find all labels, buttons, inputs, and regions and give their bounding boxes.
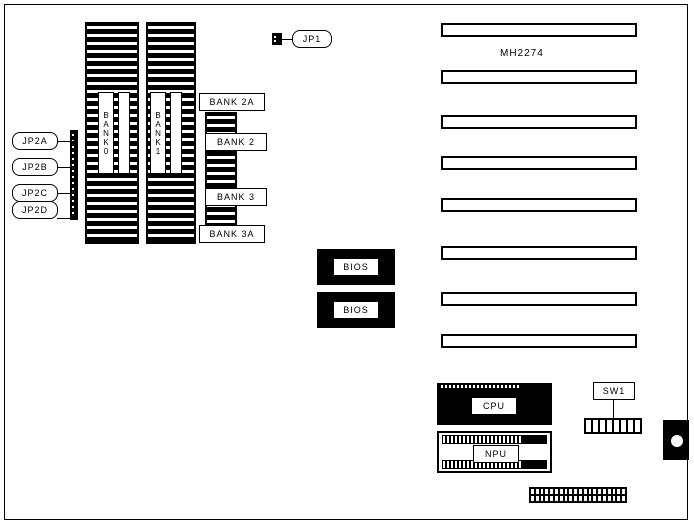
jp2b-label: JP2B	[22, 162, 48, 172]
bank1-letter-1: A	[155, 119, 161, 129]
bank0-letter-2: N	[103, 128, 109, 138]
header-row-bottom	[531, 496, 625, 501]
bank-3a-callout[interactable]	[199, 225, 265, 243]
npu-top-pins	[442, 435, 547, 444]
jp1-jumper[interactable]	[272, 33, 282, 45]
dip-switch-6[interactable]	[621, 420, 626, 432]
bank1-letter-2: N	[155, 128, 161, 138]
front-panel-header[interactable]	[529, 487, 627, 503]
bank0-letter-1: A	[103, 119, 109, 129]
simm-stack-mid	[205, 112, 237, 238]
bios-chip-2[interactable]	[317, 292, 395, 328]
expansion-slot-4[interactable]	[441, 156, 637, 170]
expansion-slot-3[interactable]	[441, 115, 637, 129]
jp2c-leader	[57, 193, 75, 194]
sw1-dip-switch[interactable]	[584, 418, 642, 434]
expansion-slot-8[interactable]	[441, 334, 637, 348]
expansion-slot-6[interactable]	[441, 246, 637, 260]
bank-0-spacer	[118, 92, 130, 174]
jp2a-label: JP2A	[22, 136, 48, 146]
jp2d-callout[interactable]	[12, 201, 58, 219]
expansion-slot-5[interactable]	[441, 198, 637, 212]
bank-2-label: BANK 2	[216, 137, 255, 147]
bios-chip-1-label: BIOS	[343, 262, 369, 272]
bank-1-label	[150, 92, 166, 174]
jp1-label: JP1	[302, 34, 322, 44]
bios-chip-2-label: BIOS	[343, 305, 369, 315]
bank0-letter-3: K	[103, 137, 109, 147]
cpu-body	[471, 397, 517, 415]
bank1-letter-0: B	[155, 110, 161, 120]
chipset-label: MH2274	[500, 48, 544, 59]
jp2b-callout[interactable]	[12, 158, 58, 176]
dip-switch-8[interactable]	[635, 420, 640, 432]
sw1-leader	[613, 400, 614, 418]
dip-switch-4[interactable]	[607, 420, 612, 432]
jp2c-callout[interactable]	[12, 184, 58, 202]
bank-2a-label: BANK 2A	[209, 97, 255, 107]
keyboard-connector[interactable]	[663, 420, 689, 460]
jp2a-leader	[57, 141, 75, 142]
bank-1-spacer	[170, 92, 182, 174]
cpu-socket[interactable]	[437, 383, 552, 425]
npu-body	[473, 445, 519, 463]
npu-socket[interactable]	[437, 431, 552, 473]
dip-switch-3[interactable]	[600, 420, 605, 432]
bank0-letter-0: B	[103, 110, 109, 120]
bank1-letter-4: 1	[155, 146, 161, 156]
dip-switch-7[interactable]	[628, 420, 633, 432]
cpu-label: CPU	[482, 401, 505, 411]
bank-3-callout[interactable]	[205, 188, 267, 206]
jp2-pin-block[interactable]	[70, 130, 78, 220]
bank1-letter-3: K	[155, 137, 161, 147]
cpu-top-pins	[441, 385, 548, 388]
bank-0-label	[98, 92, 114, 174]
bios-chip-1[interactable]	[317, 249, 395, 285]
keyboard-connector-hole	[671, 435, 683, 447]
bios-chip-1-body	[333, 258, 379, 276]
bank-3-label: BANK 3	[216, 192, 255, 202]
expansion-slot-1[interactable]	[441, 23, 637, 37]
bank-2a-callout[interactable]	[199, 93, 265, 111]
bank0-letter-4: 0	[103, 146, 109, 156]
jp2b-leader	[57, 167, 75, 168]
jp2d-label: JP2D	[21, 205, 48, 215]
expansion-slot-2[interactable]	[441, 70, 637, 84]
jp2d-leader	[57, 218, 75, 219]
bank-2-callout[interactable]	[205, 133, 267, 151]
bios-chip-2-body	[333, 301, 379, 319]
jp2c-label: JP2C	[21, 188, 48, 198]
dip-switch-5[interactable]	[614, 420, 619, 432]
dip-switch-2[interactable]	[593, 420, 598, 432]
sw1-callout[interactable]	[593, 382, 635, 400]
dip-switch-1[interactable]	[586, 420, 591, 432]
header-row-top	[531, 489, 625, 494]
jp2a-callout[interactable]	[12, 132, 58, 150]
expansion-slot-7[interactable]	[441, 292, 637, 306]
jp1-callout[interactable]	[292, 30, 332, 48]
sw1-label: SW1	[602, 386, 626, 396]
bank-3a-label: BANK 3A	[209, 229, 255, 239]
npu-label: NPU	[484, 449, 507, 459]
